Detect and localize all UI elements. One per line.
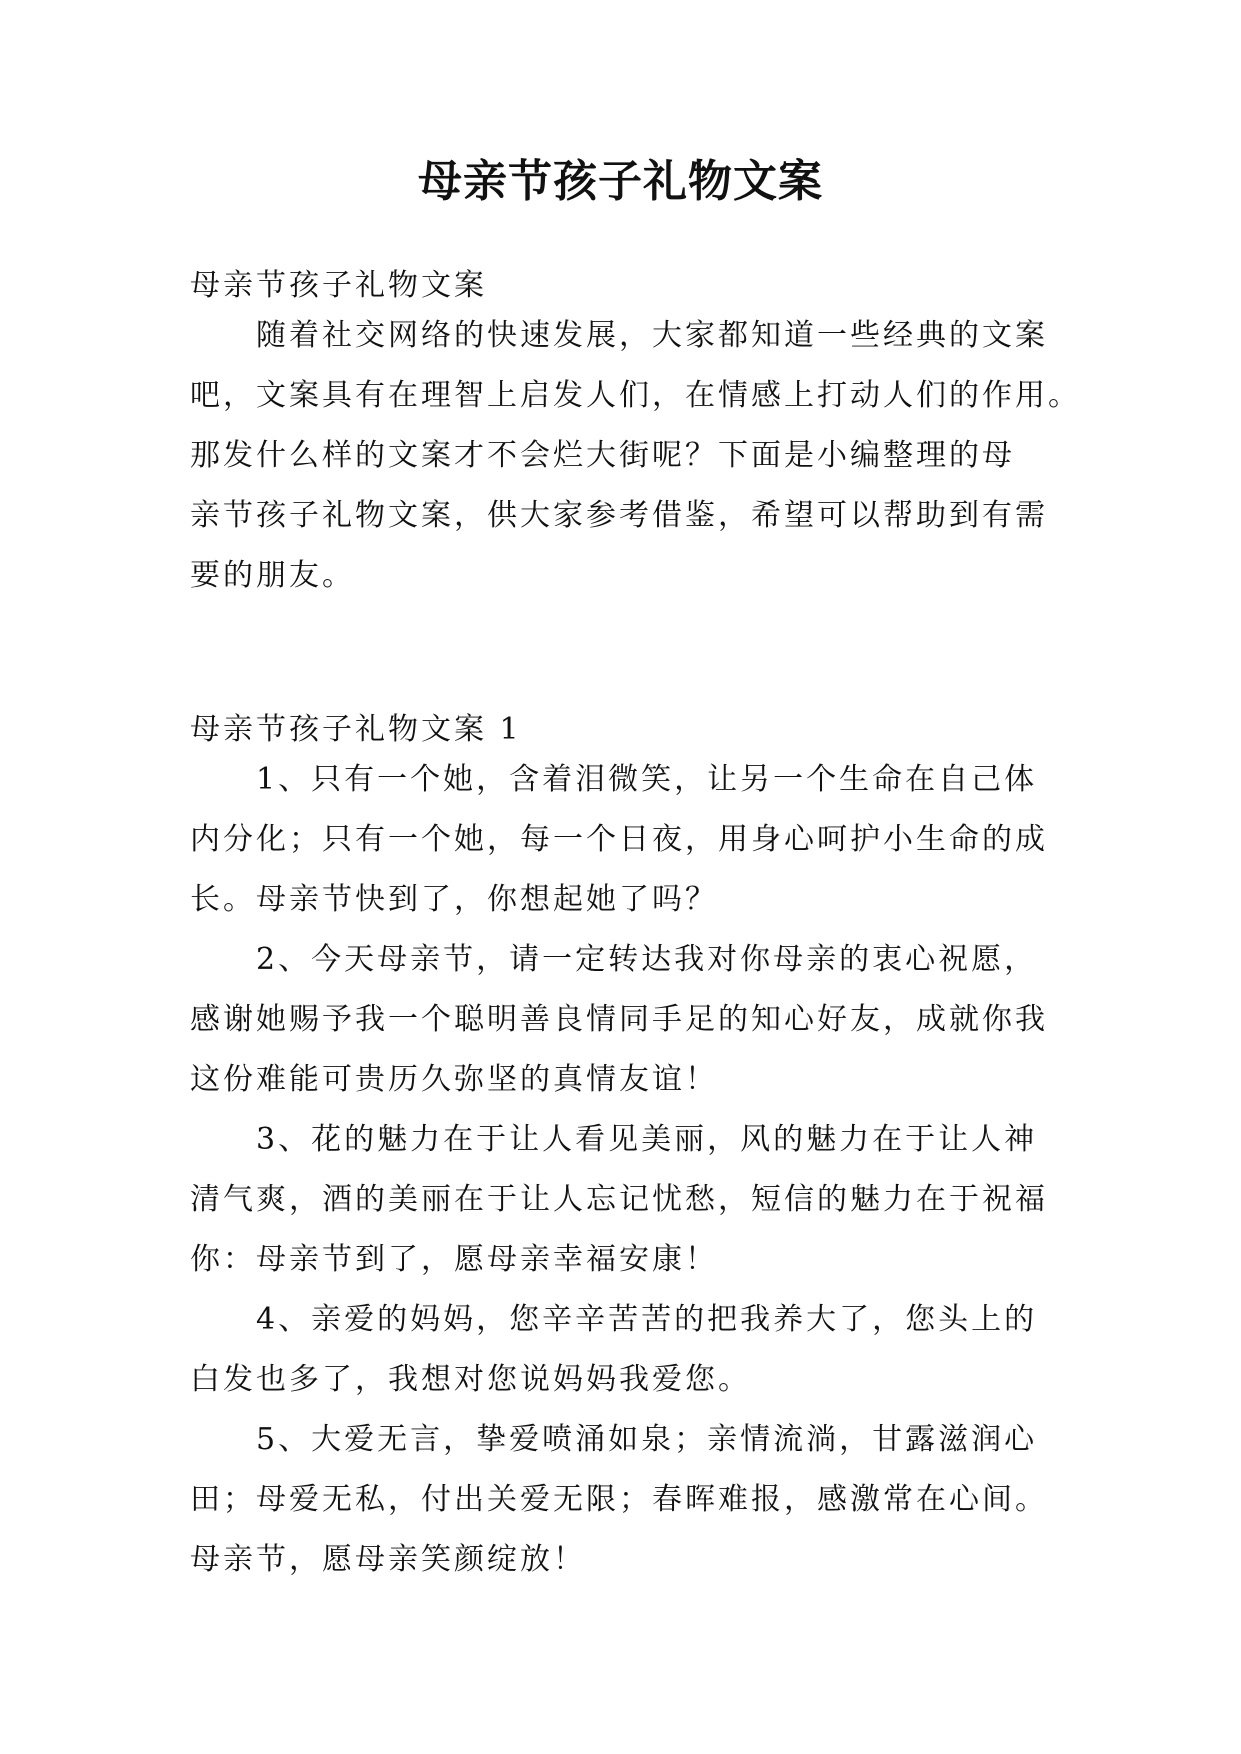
section-heading: 母亲节孩子礼物文案 1 bbox=[190, 712, 522, 747]
list-item bbox=[190, 930, 1060, 1110]
item-line: 4、亲爱的妈妈，您辛辛苦苦的把我养大了，您头上的 bbox=[256, 1302, 1038, 1337]
list-item bbox=[190, 750, 1060, 930]
intro-line: 那发什么样的文案才不会烂大街呢？下面是小编整理的母 bbox=[190, 438, 1015, 473]
item-line: 长。母亲节快到了，你想起她了吗？ bbox=[190, 882, 718, 917]
list-item bbox=[190, 1410, 1060, 1590]
item-line: 2、今天母亲节，请一定转达我对你母亲的衷心祝愿， bbox=[256, 942, 1038, 977]
item-line: 这份难能可贵历久弥坚的真情友谊！ bbox=[190, 1062, 718, 1097]
item-line: 1、只有一个她，含着泪微笑，让另一个生命在自己体 bbox=[256, 762, 1038, 797]
item-line: 感谢她赐予我一个聪明善良情同手足的知心好友，成就你我 bbox=[190, 1002, 1048, 1037]
intro-paragraph bbox=[190, 306, 1081, 606]
subtitle: 母亲节孩子礼物文案 bbox=[190, 268, 487, 303]
document-title: 母亲节孩子礼物文案 bbox=[418, 156, 823, 207]
items-list bbox=[190, 750, 1060, 1590]
item-line: 田；母爱无私，付出关爱无限；春晖难报，感激常在心间。 bbox=[190, 1482, 1048, 1517]
list-item bbox=[190, 1110, 1060, 1290]
item-line: 母亲节，愿母亲笑颜绽放！ bbox=[190, 1542, 586, 1577]
intro-line: 要的朋友。 bbox=[190, 558, 355, 593]
list-item bbox=[190, 1290, 1060, 1410]
item-line: 清气爽，酒的美丽在于让人忘记忧愁，短信的魅力在于祝福 bbox=[190, 1182, 1048, 1217]
intro-line: 吧，文案具有在理智上启发人们，在情感上打动人们的作用。 bbox=[190, 378, 1081, 413]
item-line: 5、大爱无言，挚爱喷涌如泉；亲情流淌，甘露滋润心 bbox=[256, 1422, 1038, 1457]
intro-line: 随着社交网络的快速发展，大家都知道一些经典的文案 bbox=[256, 318, 1048, 353]
item-line: 白发也多了，我想对您说妈妈我爱您。 bbox=[190, 1362, 751, 1397]
item-line: 你：母亲节到了，愿母亲幸福安康！ bbox=[190, 1242, 718, 1277]
item-line: 3、花的魅力在于让人看见美丽，风的魅力在于让人神 bbox=[256, 1122, 1038, 1157]
intro-line: 亲节孩子礼物文案，供大家参考借鉴，希望可以帮助到有需 bbox=[190, 498, 1048, 533]
item-line: 内分化；只有一个她，每一个日夜，用身心呵护小生命的成 bbox=[190, 822, 1048, 857]
